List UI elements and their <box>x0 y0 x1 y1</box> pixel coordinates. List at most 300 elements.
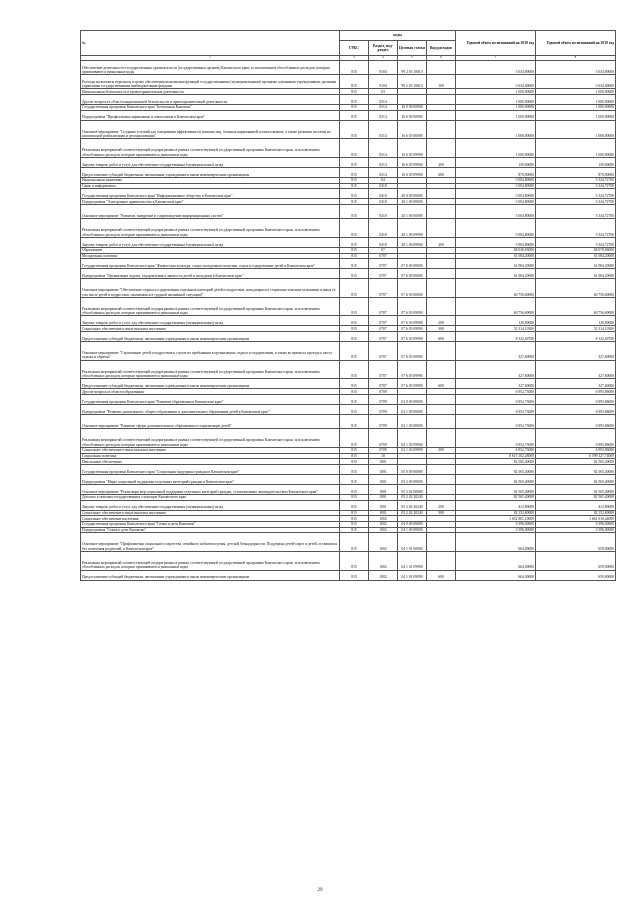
row-amount-2019: 3 634,00000 <box>536 75 616 89</box>
row-target-article: 16 6 05 09990 <box>398 167 427 177</box>
row-amount-2019: 5 344,72700 <box>536 199 616 205</box>
row-grbs: 815 <box>340 75 369 89</box>
row-expense-type <box>427 110 456 120</box>
row-amount-2019: 6 993,86000 <box>536 429 616 448</box>
row-grbs: 815 <box>340 253 369 259</box>
row-amount-2018: 60 756,60000 <box>456 279 536 298</box>
row-target-article: 16 0 00 00000 <box>398 105 427 111</box>
row-razdel: 0707 <box>369 332 398 342</box>
row-amount-2018: 664,00000 <box>456 552 536 571</box>
row-target-article: 04 1 01 00000 <box>398 533 427 552</box>
row-target-article: 07 6 05 09990 <box>398 360 427 379</box>
row-grbs: 815 <box>340 522 369 528</box>
table-row <box>81 259 616 269</box>
row-target-article: 07 6 03 09990 <box>398 316 427 326</box>
row-grbs: 815 <box>340 500 369 510</box>
row-amount-2019: 6 993,86000 <box>536 389 616 395</box>
row-amount-2019: 82 565,40000 <box>536 464 616 474</box>
row-razdel: 0707 <box>369 342 398 361</box>
row-name: Основное мероприятие "Развитие, внедрение и сопровождение информационных систем" <box>81 205 340 219</box>
table-row <box>81 395 616 405</box>
row-razdel: 0707 <box>369 269 398 279</box>
table-row <box>81 464 616 474</box>
row-grbs: 815 <box>340 105 369 111</box>
row-amount-2019: 659,00000 <box>536 552 616 571</box>
row-amount-2018: 8 322,49700 <box>456 332 536 342</box>
row-name: Доплаты к пенсиям государственных служащих Камчатского края <box>81 494 340 500</box>
row-target-article <box>398 95 427 105</box>
row-amount-2018: 6 952,73000 <box>456 429 536 448</box>
header-razdel: Раздел, под-раздел <box>369 41 398 56</box>
row-amount-2019: 5 344,72700 <box>536 189 616 199</box>
row-amount-2019: 659,00000 <box>536 533 616 552</box>
row-expense-type: 600 <box>427 379 456 389</box>
row-amount-2019: 6 993,86000 <box>536 395 616 405</box>
row-razdel: 0314 <box>369 110 398 120</box>
row-target-article: 07 6 03 09990 <box>398 326 427 332</box>
row-name: Государственная программа Камчатского края "Информационное общество в Камчатском крае" <box>81 189 340 199</box>
row-expense-type <box>427 474 456 484</box>
row-amount-2018: 1 652 801,10000 <box>456 516 536 522</box>
row-target-article: 99 2 03 10010 <box>398 75 427 89</box>
row-name: Закупка товаров, работ и услуг для обеспечения государственных (муниципальных) нужд <box>81 237 340 247</box>
row-razdel: 04 <box>369 177 398 183</box>
row-expense-type: 200 <box>427 237 456 247</box>
row-amount-2018: 6 952,73000 <box>456 405 536 415</box>
row-target-article: 05 2 00 00000 <box>398 474 427 484</box>
row-expense-type: 300 <box>427 510 456 516</box>
row-amount-2018: 9 396,00000 <box>456 522 536 528</box>
table-row <box>81 157 616 167</box>
page-number: 29 <box>317 888 323 893</box>
row-amount-2019: 9 396,00000 <box>536 522 616 528</box>
row-amount-2018: 664,00000 <box>456 570 536 580</box>
row-target-article: 02 1 00 00000 <box>398 405 427 415</box>
row-amount-2019: 327,60000 <box>536 360 616 379</box>
row-name: Реализация мероприятий соответствующей подпрограммы в рамках соответствующей государственной программы Камчатского края, за исключением обособленных расходов, которым присваиваются уникальные коды <box>81 297 340 316</box>
row-razdel: 0709 <box>369 405 398 415</box>
column-number: 7 <box>456 56 536 61</box>
row-expense-type <box>427 189 456 199</box>
row-grbs: 815 <box>340 237 369 247</box>
row-target-article: 07 6 05 00000 <box>398 342 427 361</box>
row-amount-2018: 82 565,40000 <box>456 474 536 484</box>
row-name: Подпрограмма "Организация отдыха, оздоровления и занятости детей и молодежи в Камчатском крае" <box>81 269 340 279</box>
row-target-article: 02 1 03 00000 <box>398 415 427 429</box>
row-name: Образование <box>81 247 340 253</box>
row-name: Социальное обеспечение и иные выплаты населению <box>81 510 340 516</box>
row-target-article: 16 6 00 00000 <box>398 110 427 120</box>
row-grbs: 815 <box>340 342 369 361</box>
table-row <box>81 500 616 510</box>
row-target-article: 02 1 03 09990 <box>398 447 427 453</box>
row-target-article: 99 2 03 10010 <box>398 60 427 74</box>
table-row <box>81 75 616 89</box>
row-name: Социальная политика <box>81 453 340 459</box>
row-name: Основное мероприятие "Развитие сферы дополнительного образования и социализации детей" <box>81 415 340 429</box>
table-row <box>81 474 616 484</box>
row-amount-2019: 1 000,00000 <box>536 120 616 139</box>
row-grbs: 815 <box>340 110 369 120</box>
row-razdel: 0410 <box>369 219 398 238</box>
row-name: Молодежная политика <box>81 253 340 259</box>
row-amount-2018: 664,00000 <box>456 533 536 552</box>
row-amount-2018: 82 565,40000 <box>456 494 536 500</box>
row-name: Предоставление субсидий бюджетным, автономным учреждениям и иным некоммерческим организациям <box>81 332 340 342</box>
row-amount-2019: 61 084,20000 <box>536 253 616 259</box>
row-expense-type <box>427 205 456 219</box>
row-amount-2018: 1 000,00000 <box>456 105 536 111</box>
row-amount-2018: 3 634,00000 <box>456 60 536 74</box>
row-grbs: 815 <box>340 219 369 238</box>
row-expense-type: 100 <box>427 75 456 89</box>
row-grbs: 815 <box>340 533 369 552</box>
row-amount-2018: 1 000,00000 <box>456 95 536 105</box>
header-cst: Целевая статья <box>398 41 427 56</box>
budget-table-sheet <box>80 30 616 581</box>
header-no: № <box>81 31 340 56</box>
budget-table <box>80 30 616 581</box>
row-grbs: 815 <box>340 177 369 183</box>
row-name: Пенсионное обеспечение <box>81 459 340 465</box>
row-name: Социальное обеспечение и иные выплаты населению <box>81 447 340 453</box>
row-expense-type <box>427 464 456 474</box>
table-row <box>81 269 616 279</box>
row-amount-2018: 327,60000 <box>456 379 536 389</box>
row-grbs: 815 <box>340 139 369 158</box>
row-target-article: 16 6 05 00000 <box>398 120 427 139</box>
row-amount-2019: 1 661 010,44000 <box>536 516 616 522</box>
row-amount-2019: 1 000,00000 <box>536 95 616 105</box>
row-razdel: 0707 <box>369 259 398 269</box>
row-name: Государственная программа Камчатского края "Социальная поддержка граждан в Камчатском крае" <box>81 464 340 474</box>
row-target-article: 02 0 00 00000 <box>398 395 427 405</box>
row-amount-2019: 327,60000 <box>536 379 616 389</box>
row-razdel: 0314 <box>369 120 398 139</box>
row-target-article: 07 0 00 00000 <box>398 259 427 269</box>
row-grbs: 815 <box>340 279 369 298</box>
header-codes: коды <box>340 31 456 41</box>
table-body <box>81 60 616 580</box>
row-razdel: 0707 <box>369 279 398 298</box>
table-row <box>81 167 616 177</box>
row-name: Предоставление субсидий бюджетным, автономным учреждениям и иным некоммерческим организациям <box>81 379 340 389</box>
row-amount-2019: 130,00000 <box>536 157 616 167</box>
row-amount-2018: 870,00000 <box>456 167 536 177</box>
row-name: Реализация мероприятий соответствующей подпрограммы в рамках соответствующей государственной программы Камчатского края, за исключением обособленных расходов, которым присваиваются уникальные коды <box>81 139 340 158</box>
column-number: 1 <box>81 56 340 61</box>
row-grbs: 815 <box>340 157 369 167</box>
row-razdel: 0410 <box>369 237 398 247</box>
table-row <box>81 316 616 326</box>
table-row <box>81 552 616 571</box>
row-amount-2019: 5 344,72700 <box>536 237 616 247</box>
row-amount-2019: 52 314,10300 <box>536 326 616 332</box>
row-razdel: 1002 <box>369 552 398 571</box>
row-expense-type <box>427 415 456 429</box>
row-grbs: 815 <box>340 247 369 253</box>
row-expense-type: 200 <box>427 316 456 326</box>
row-razdel: 0314 <box>369 105 398 111</box>
column-number: 6 <box>427 56 456 61</box>
row-grbs: 815 <box>340 552 369 571</box>
row-name: Национальная безопасность и правоохранительная деятельность <box>81 89 340 95</box>
row-grbs: 815 <box>340 259 369 269</box>
row-amount-2019: 82 565,40000 <box>536 484 616 494</box>
row-razdel: 1002 <box>369 516 398 522</box>
row-amount-2018: 52 314,10300 <box>456 326 536 332</box>
row-target-article: 07 6 03 09990 <box>398 297 427 316</box>
row-grbs: 815 <box>340 199 369 205</box>
row-grbs: 815 <box>340 360 369 379</box>
row-amount-2019: 5 344,72700 <box>536 177 616 183</box>
row-name: Подпрограмма "Семья и дети Камчатки" <box>81 527 340 533</box>
row-razdel: 0104 <box>369 75 398 89</box>
row-amount-2018: 412,80000 <box>456 500 536 510</box>
row-amount-2018: 61 084,20000 <box>456 253 536 259</box>
row-name: Реализация мероприятий соответствующей подпрограммы в рамках соответствующей государственной программы Камчатского края, за исключением обособленных расходов, которым присваиваются уникальные коды <box>81 360 340 379</box>
table-row <box>81 95 616 105</box>
table-row <box>81 60 616 74</box>
row-razdel: 0314 <box>369 95 398 105</box>
table-row <box>81 570 616 580</box>
row-amount-2018: 82 565,40000 <box>456 484 536 494</box>
row-target-article: 05 2 02 20240 <box>398 494 427 500</box>
row-amount-2019: 3 596,00000 <box>536 527 616 533</box>
row-expense-type: 300 <box>427 326 456 332</box>
row-razdel: 1002 <box>369 533 398 552</box>
row-razdel: 0410 <box>369 189 398 199</box>
header-year-2019: Годовой объем ассигнований на 2019 год <box>536 31 616 56</box>
row-amount-2018: 1 000,00000 <box>456 89 536 95</box>
row-expense-type: 200 <box>427 500 456 510</box>
row-name: Связь и информатика <box>81 183 340 189</box>
row-razdel: 1001 <box>369 459 398 465</box>
row-grbs: 815 <box>340 447 369 453</box>
row-razdel: 0709 <box>369 447 398 453</box>
row-expense-type <box>427 95 456 105</box>
row-amount-2019: 3 634,00000 <box>536 60 616 74</box>
row-expense-type: 600 <box>427 332 456 342</box>
row-amount-2019: 5 344,72700 <box>536 219 616 238</box>
row-grbs: 815 <box>340 459 369 465</box>
row-target-article: 07 6 05 09990 <box>398 379 427 389</box>
row-name: Основное мероприятие "Создание условий для совершения эффективности помощи лиц, больных наркоманией и алкоголизмом, а также развития системы их комплексной реабилитации и ресоциализации" <box>81 120 340 139</box>
row-amount-2019: 6 993,86000 <box>536 405 616 415</box>
column-number: 4 <box>369 56 398 61</box>
row-razdel: 0707 <box>369 360 398 379</box>
row-razdel: 1001 <box>369 464 398 474</box>
row-razdel: 0709 <box>369 395 398 405</box>
row-expense-type <box>427 360 456 379</box>
table-row <box>81 237 616 247</box>
column-number: 5 <box>398 56 427 61</box>
row-target-article: 16 6 05 09990 <box>398 157 427 167</box>
row-name: Закупка товаров, работ и услуг для обеспечения государственных (муниципальных) нужд <box>81 316 340 326</box>
row-name: Государственная программа Камчатского края "Семья и дети Камчатки" <box>81 522 340 528</box>
row-amount-2019: 82 565,40000 <box>536 474 616 484</box>
row-grbs: 815 <box>340 189 369 199</box>
header-grbs: ГРБС <box>340 41 369 56</box>
row-grbs: 815 <box>340 494 369 500</box>
row-name: Подпрограмма "Развитие дошкольного, общего образования и дополнительного образования детей в Камчатском крае" <box>81 405 340 415</box>
row-target-article: 20 1 06 09990 <box>398 219 427 238</box>
row-name: Основное мероприятие "Профилактика социального сиротства, семейного неблагополучия, детской безнадзорности. Поддержка детей-сирот и детей, оставшихся без попечения родителей, в Камчатском крае" <box>81 533 340 552</box>
row-amount-2018: 82 565,40000 <box>456 464 536 474</box>
row-razdel: 0314 <box>369 157 398 167</box>
row-name: Государственная программа Камчатского края "Безопасная Камчатка" <box>81 105 340 111</box>
row-amount-2019: 82 565,40000 <box>536 459 616 465</box>
row-amount-2019: 1 000,00000 <box>536 89 616 95</box>
row-grbs: 815 <box>340 332 369 342</box>
row-grbs: 815 <box>340 464 369 474</box>
row-razdel: 0709 <box>369 429 398 448</box>
table-row <box>81 533 616 552</box>
row-amount-2018: 60 756,60000 <box>456 297 536 316</box>
row-grbs: 815 <box>340 326 369 332</box>
row-amount-2019: 1 000,00000 <box>536 110 616 120</box>
row-amount-2019: 870,00000 <box>536 167 616 177</box>
row-amount-2019: 82 152,60000 <box>536 510 616 516</box>
row-amount-2019: 327,60000 <box>536 342 616 361</box>
row-razdel: 0709 <box>369 389 398 395</box>
row-target-article: 07 6 00 00000 <box>398 269 427 279</box>
row-razdel: 1002 <box>369 527 398 533</box>
row-grbs: 815 <box>340 484 369 494</box>
row-grbs: 815 <box>340 205 369 219</box>
row-target-article: 04 0 00 00000 <box>398 522 427 528</box>
row-name: Подпрограмма "Электронное правительство в Камчатском крае" <box>81 199 340 205</box>
row-grbs: 815 <box>340 167 369 177</box>
row-name: Основное мероприятие "Обеспечение отдыха и оздоровления отдельных категорий детей и подростков, находящихся в социально-опасном положении и иных (в том числе детей и подростков, оказавшихся в трудной жизненной ситуации)" <box>81 279 340 298</box>
row-name: Реализация мероприятий соответствующей подпрограммы в рамках соответствующей государственной программы Камчатского края, за исключением обособленных расходов, которым присваиваются уникальные коды <box>81 219 340 238</box>
row-target-article: 04 1 00 00000 <box>398 527 427 533</box>
row-name: Основное мероприятие "Реализация мер социальной поддержки отдельных категорий граждан, установленных законодательством Камчатского края" <box>81 484 340 494</box>
table-row <box>81 484 616 494</box>
row-grbs: 815 <box>340 516 369 522</box>
table-row <box>81 205 616 219</box>
table-row <box>81 360 616 379</box>
table-row <box>81 332 616 342</box>
row-expense-type <box>427 269 456 279</box>
row-expense-type <box>427 219 456 238</box>
row-name: Подпрограмма "Меры социальной поддержки отдельных категорий граждан в Камчатском крае" <box>81 474 340 484</box>
row-name: Предоставление субсидий бюджетным, автономным учреждениям и иным некоммерческим организациям <box>81 570 340 580</box>
row-amount-2019: 6 993,86000 <box>536 447 616 453</box>
row-amount-2018: 82 152,60000 <box>456 510 536 516</box>
row-grbs: 815 <box>340 89 369 95</box>
row-target-article: 05 2 02 20240 <box>398 510 427 516</box>
row-razdel: 0707 <box>369 253 398 259</box>
row-amount-2019: 6 599 327,74000 <box>536 453 616 459</box>
row-target-article: 04 1 01 09990 <box>398 570 427 580</box>
row-expense-type <box>427 429 456 448</box>
row-expense-type: 200 <box>427 157 456 167</box>
table-row <box>81 297 616 316</box>
row-expense-type <box>427 405 456 415</box>
row-amount-2018: 5 004,80000 <box>456 189 536 199</box>
row-amount-2018: 5 004,80000 <box>456 199 536 205</box>
row-razdel: 0314 <box>369 167 398 177</box>
row-razdel: 0707 <box>369 379 398 389</box>
table-row <box>81 189 616 199</box>
row-amount-2018: 1 000,00000 <box>456 139 536 158</box>
row-grbs: 815 <box>340 120 369 139</box>
row-razdel: 0707 <box>369 316 398 326</box>
row-amount-2018: 68 036,93000 <box>456 247 536 253</box>
row-name: Обеспечение деятельности государственных органов власти (государственных органов) Камчатского края, за исключением обособленных расходов, которым присваиваются уникальные коды <box>81 60 340 74</box>
row-name: Расходы на выплаты персоналу в целях обеспечения выполнения функций государственными (муниципальными) органами, казенными учреждениями, органами управления государственными внебюджетными фондами <box>81 75 340 89</box>
row-amount-2018: 6 952,73000 <box>456 447 536 453</box>
row-name: Государственная программа Камчатского края "Развитие образования в Камчатском крае" <box>81 395 340 405</box>
row-amount-2018: 6 952,73000 <box>456 395 536 405</box>
table-row <box>81 415 616 429</box>
row-amount-2018: 1 000,00000 <box>456 110 536 120</box>
row-amount-2018: 82 565,40000 <box>456 459 536 465</box>
row-amount-2019: 60 756,60000 <box>536 297 616 316</box>
row-amount-2018: 3 596,00000 <box>456 527 536 533</box>
row-amount-2018: 5 004,80000 <box>456 183 536 189</box>
row-amount-2019: 1 000,00000 <box>536 139 616 158</box>
row-target-article: 05 2 02 00000 <box>398 484 427 494</box>
table-row <box>81 110 616 120</box>
row-expense-type <box>427 279 456 298</box>
row-grbs: 815 <box>340 415 369 429</box>
row-grbs: 815 <box>340 297 369 316</box>
row-amount-2018: 6 952,73000 <box>456 415 536 429</box>
row-expense-type: 600 <box>427 570 456 580</box>
row-name: Закупка товаров, работ и услуг для обеспечения государственных (муниципальных) нужд <box>81 500 340 510</box>
row-amount-2018: 6 952,73000 <box>456 389 536 395</box>
row-name: Социальное обеспечение и иные выплаты населению <box>81 326 340 332</box>
row-razdel: 0314 <box>369 139 398 158</box>
row-target-article: 05 0 00 00000 <box>398 464 427 474</box>
row-razdel: 1001 <box>369 484 398 494</box>
row-amount-2018: 1 000,00000 <box>456 120 536 139</box>
row-grbs: 815 <box>340 269 369 279</box>
row-expense-type <box>427 533 456 552</box>
row-amount-2018: 5 004,80000 <box>456 237 536 247</box>
row-grbs: 815 <box>340 510 369 516</box>
row-target-article: 20 1 06 00000 <box>398 205 427 219</box>
row-name: Государственная программа Камчатского края "Физическая культура, спорт, молодежная политика, отдых и оздоровление детей в Камчатском крае" <box>81 259 340 269</box>
row-expense-type: 600 <box>427 167 456 177</box>
row-target-article: 20 1 00 00000 <box>398 199 427 205</box>
header-vr: Вид расходов <box>427 41 456 56</box>
row-razdel: 0707 <box>369 297 398 316</box>
row-amount-2019: 68 078,06000 <box>536 247 616 253</box>
row-amount-2018: 8 615 102,28000 <box>456 453 536 459</box>
header-year-2018: Годовой объем ассигнований на 2018 год <box>456 31 536 56</box>
row-razdel: 1002 <box>369 570 398 580</box>
row-target-article: 04 1 01 09990 <box>398 552 427 571</box>
column-number: 3 <box>340 56 369 61</box>
row-amount-2018: 327,60000 <box>456 360 536 379</box>
row-name: Другие вопросы в области национальной безопасности и правоохранительной деятельности <box>81 95 340 105</box>
row-amount-2019: 6 993,86000 <box>536 415 616 429</box>
row-name: Реализация мероприятий соответствующей подпрограммы в рамках соответствующей государственной программы Камчатского края, за исключением обособленных расходов, которым присваиваются уникальные коды <box>81 429 340 448</box>
row-grbs: 815 <box>340 405 369 415</box>
row-target-article: 02 1 03 09990 <box>398 429 427 448</box>
row-amount-2018: 3 634,00000 <box>456 75 536 89</box>
row-grbs: 815 <box>340 379 369 389</box>
row-amount-2019: 120,00000 <box>536 316 616 326</box>
row-expense-type <box>427 395 456 405</box>
row-name: Социальное обеспечение населения <box>81 516 340 522</box>
row-razdel: 03 <box>369 89 398 95</box>
row-expense-type: 300 <box>427 447 456 453</box>
row-amount-2019: 5 344,72700 <box>536 205 616 219</box>
